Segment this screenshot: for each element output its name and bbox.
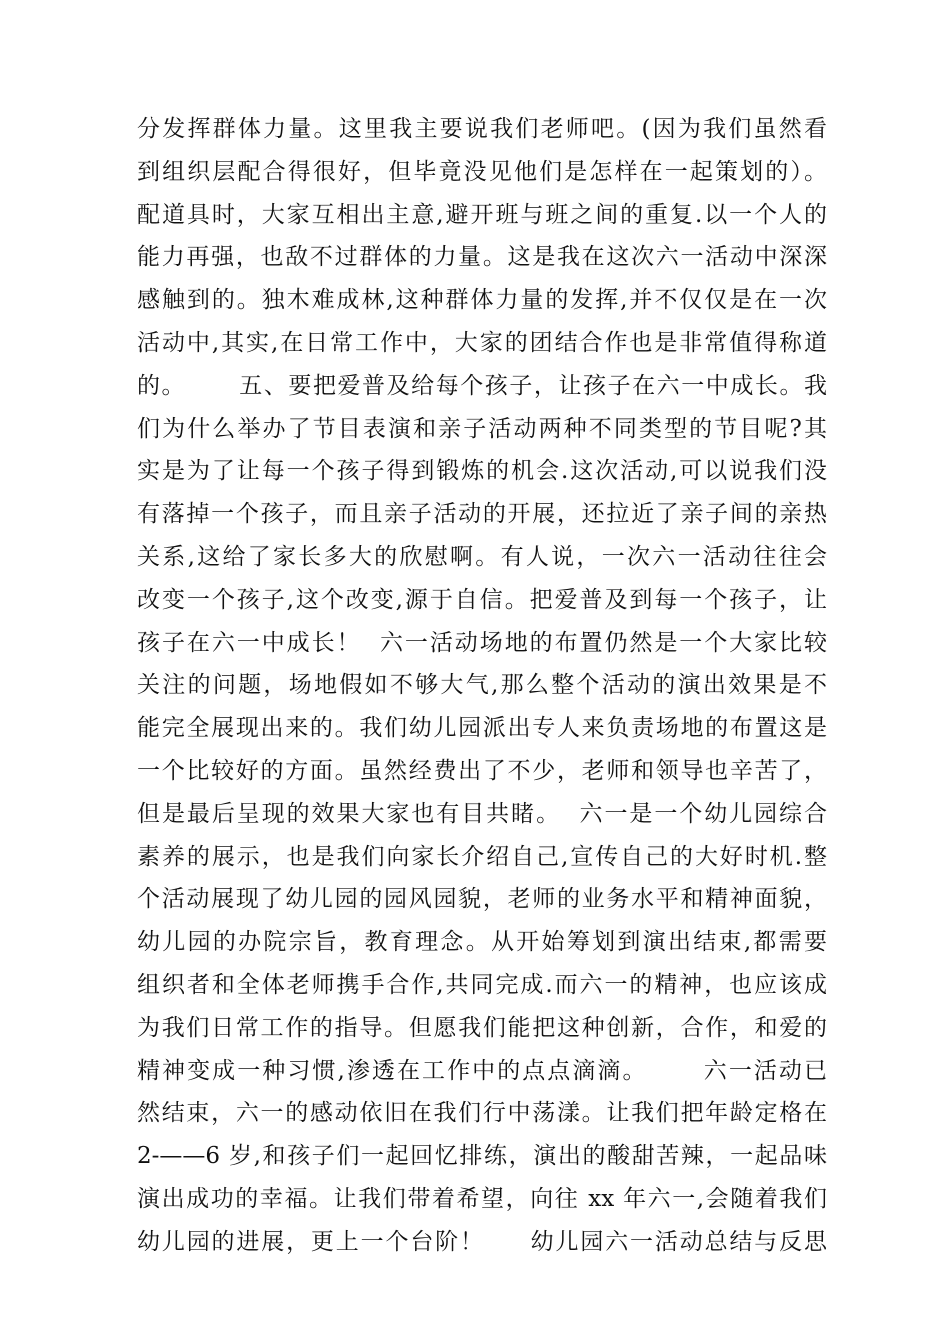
text-line: 一个比较好的方面。虽然经费出了不少，老师和领导也辛苦了，: [137, 757, 827, 784]
text-line: 的。 五、要把爱普及给每个孩子，让孩子在六一中成长。我: [137, 372, 827, 399]
text-line: 改变一个孩子,这个改变,源于自信。把爱普及到每一个孩子，让: [137, 586, 827, 613]
body-text: [137, 108, 827, 1264]
text-line: 孩子在六一中成长！ 六一活动场地的布置仍然是一个大家比较: [137, 629, 827, 656]
text-line: 幼儿园的进展，更上一个台阶！ 幼儿园六一活动总结与反思: [137, 1228, 827, 1255]
text-line: 配道具时，大家互相出主意,避开班与班之间的重复.以一个人的: [137, 201, 827, 228]
text-line: 分发挥群体力量。这里我主要说我们老师吧。(因为我们虽然看: [137, 116, 827, 142]
text-line: 们为什么举办了节目表演和亲子活动两种不同类型的节目呢?其: [137, 415, 827, 442]
text-line: 关注的问题，场地假如不够大气,那么整个活动的演出效果是不: [137, 672, 827, 699]
text-line: 为我们日常工作的指导。但愿我们能把这种创新，合作，和爱的: [137, 1014, 827, 1041]
text-line: 然结束，六一的感动依旧在我们行中荡漾。让我们把年龄定格在: [137, 1100, 827, 1127]
text-line: 感触到的。独木难成林,这种群体力量的发挥,并不仅仅是在一次: [137, 287, 827, 314]
text-line: 素养的展示，也是我们向家长介绍自己,宣传自己的大好时机.整: [137, 843, 827, 870]
text-line: 个活动展现了幼儿园的园风园貌，老师的业务水平和精神面貌，: [137, 886, 827, 913]
text-line: 能力再强，也敌不过群体的力量。这是我在这次六一活动中深深: [137, 244, 827, 271]
text-line: 实是为了让每一个孩子得到锻炼的机会.这次活动,可以说我们没: [137, 458, 827, 485]
text-line: 到组织层配合得很好，但毕竟没见他们是怎样在一起策划的）。: [137, 158, 827, 185]
text-line: 活动中,其实,在日常工作中，大家的团结合作也是非常值得称道: [137, 329, 827, 356]
text-line: 但是最后呈现的效果大家也有目共睹。 六一是一个幼儿园综合: [137, 800, 827, 827]
text-line: 能完全展现出来的。我们幼儿园派出专人来负责场地的布置这是: [137, 715, 827, 742]
text-line: 关系,这给了家长多大的欣慰啊。有人说，一次六一活动往往会: [137, 543, 827, 570]
text-line: 精神变成一种习惯,渗透在工作中的点点滴滴。 六一活动已: [137, 1057, 827, 1084]
text-line: 2-——6 岁,和孩子们一起回忆排练，演出的酸甜苦辣，一起品味: [137, 1143, 827, 1170]
text-line: 幼儿园的办院宗旨，教育理念。从开始筹划到演出结束,都需要: [137, 929, 827, 956]
text-line: 有落掉一个孩子，而且亲子活动的开展，还拉近了亲子间的亲热: [137, 501, 827, 528]
text-line: 组织者和全体老师携手合作,共同完成.而六一的精神，也应该成: [137, 971, 827, 998]
text-line: 演出成功的幸福。让我们带着希望，向往 xx 年六一,会随着我们: [137, 1185, 827, 1212]
